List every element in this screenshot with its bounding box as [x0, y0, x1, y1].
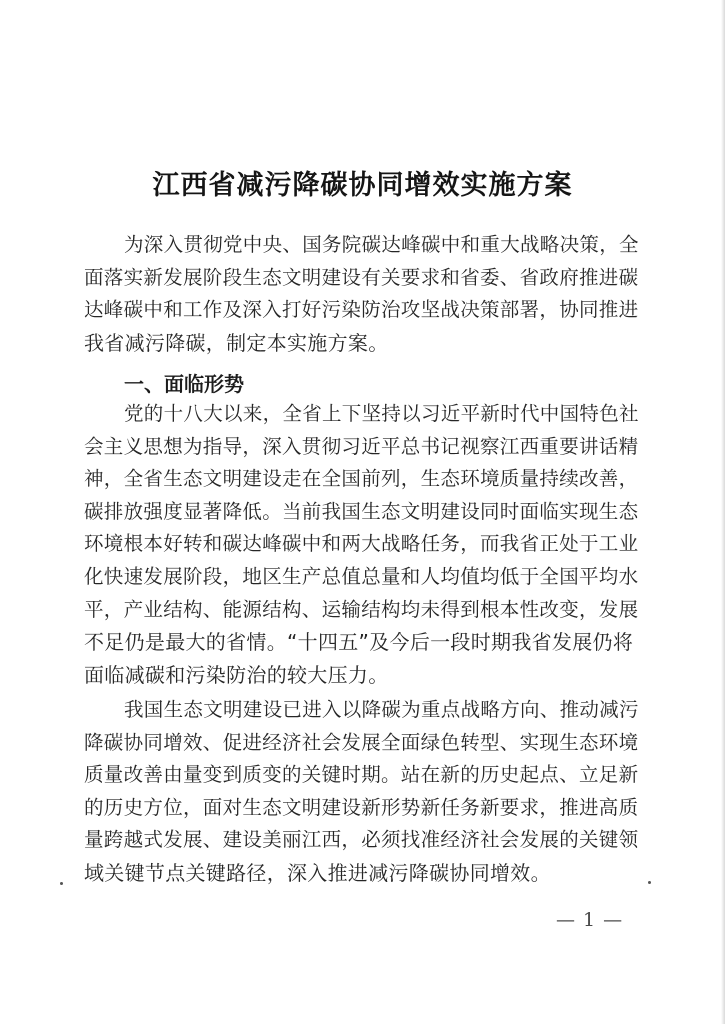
paragraph-line: 碳排放强度显著降低。当前我国生态文明建设同时面临实现生态 [84, 499, 639, 523]
page-edge-shadow [721, 0, 725, 1024]
paragraph-line: 会主义思想为指导，深入贯彻习近平总书记视察江西重要讲话精 [84, 434, 639, 458]
paragraph-line: 我国生态文明建设已进入以降碳为重点战略方向、推动减污 [124, 698, 639, 721]
situation-paragraph-2 [84, 694, 644, 890]
paragraph-line: 我省减污降碳，制定本实施方案。 [84, 330, 389, 355]
paragraph-line: 降碳协同增效、促进经济社会发展全面绿色转型、实现生态环境 [84, 730, 639, 754]
paragraph-line: 为深入贯彻党中央、国务院碳达峰碳中和重大战略决策，全 [124, 233, 639, 256]
paragraph-line: 的历史方位，面对生态文明建设新形势新任务新要求，推进高质 [84, 795, 639, 819]
page-number: — 1 — [556, 909, 624, 931]
paragraph-line: 环境根本好转和碳达峰碳中和两大战略任务，而我省正处于工业 [84, 532, 639, 556]
situation-paragraph-1 [84, 398, 644, 691]
intro-paragraph [84, 229, 644, 359]
paragraph-line: 化快速发展阶段，地区生产总值总量和人均值均低于全国平均水 [84, 564, 639, 588]
paragraph-line: 质量改善由量变到质变的关键时期。站在新的历史起点、立足新 [84, 763, 639, 787]
document-title: 江西省减污降碳协同增效实施方案 [152, 170, 573, 201]
paragraph-line: 党的十八大以来，全省上下坚持以习近平新时代中国特色社 [124, 402, 639, 425]
paragraph-line: 不足仍是最大的省情。“十四五”及今后一段时期我省发展仍将 [84, 630, 634, 655]
paragraph-line: 达峰碳中和工作及深入打好污染防治攻坚战决策部署，协同推进 [84, 298, 639, 322]
paragraph-line: 平，产业结构、能源结构、运输结构均未得到根本性改变，发展 [84, 597, 639, 621]
paragraph-line: 域关键节点关键路径，深入推进减污降碳协同增效。 [84, 860, 551, 885]
scan-speck [648, 881, 651, 884]
paragraph-line: 量跨越式发展、建设美丽江西，必须找准经济社会发展的关键领 [84, 828, 639, 852]
scan-speck [60, 882, 63, 885]
paragraph-line: 面落实新发展阶段生态文明建设有关要求和省委、省政府推进碳 [84, 265, 639, 289]
paragraph-line: 面临减碳和污染防治的较大压力。 [84, 662, 389, 687]
paragraph-line: 神，全省生态文明建设走在全国前列，生态环境质量持续改善， [84, 467, 639, 491]
section-heading: 一、面临形势 [124, 372, 244, 396]
